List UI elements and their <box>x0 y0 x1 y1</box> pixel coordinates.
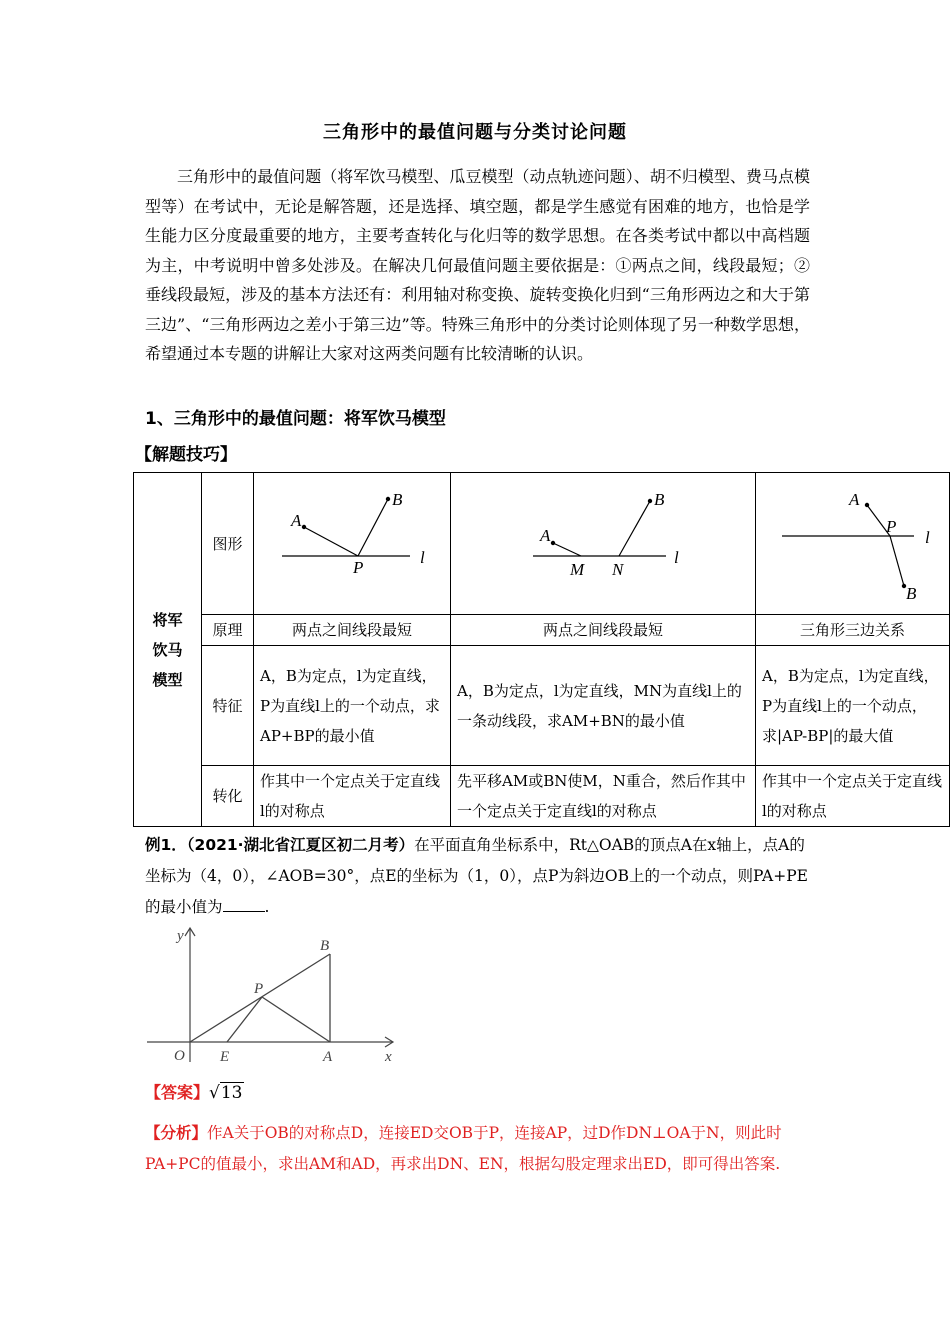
section-heading: 1、三角形中的最值问题：将军饮马模型 <box>145 409 446 429</box>
label-p: P <box>886 517 897 536</box>
label-o: O <box>174 1048 185 1064</box>
label-l: l <box>925 528 930 547</box>
answer-line <box>145 1080 244 1103</box>
point-a <box>302 525 306 529</box>
example-text: 在平面直角坐标系中，Rt△OAB的顶点A在x轴上，点A的坐标为（4，0），∠AOB=30°，点E的坐标为（1，0），点P为斜边OB上的一个动点，则PA+PE的最小值为 <box>145 836 808 916</box>
principle-cell: 两点之间线段最短 <box>451 615 756 646</box>
label-l: l <box>674 548 679 567</box>
point-a <box>865 503 869 507</box>
figure-2-diagram <box>457 473 762 614</box>
model-table <box>133 472 950 827</box>
answer-blank <box>223 897 265 912</box>
label-a: A <box>323 1049 333 1065</box>
segment-pb <box>890 536 904 586</box>
label-b: B <box>654 490 665 509</box>
answer-label: 【答案】 <box>145 1083 210 1102</box>
transform-cell: 作其中一个定点关于定直线l的对称点 <box>756 766 950 827</box>
label-a: A <box>849 490 860 509</box>
label-b: B <box>392 490 403 509</box>
row-label-transform: 转化 <box>202 766 254 827</box>
principle-cell: 三角形三边关系 <box>756 615 950 646</box>
analysis-paragraph <box>145 1118 810 1180</box>
figure-2-cell <box>451 473 756 615</box>
feature-cell: A，B为定点，l为定直线，P为直线l上的一个动点，求AP+BP的最小值 <box>254 646 451 766</box>
segment-ep <box>227 997 262 1042</box>
feature-cell: A，B为定点，l为定直线，MN为直线l上的一条动线段，求AM+BN的最小值 <box>451 646 756 766</box>
answer-value: √13 <box>209 1083 243 1103</box>
row-label-figure: 图形 <box>202 473 254 615</box>
figure-1-cell <box>254 473 451 615</box>
figure-1-diagram <box>260 473 457 614</box>
answer-radicand: 13 <box>220 1083 243 1103</box>
point-b <box>386 497 390 501</box>
label-m: M <box>570 560 585 579</box>
analysis-text: 作A关于OB的对称点D，连接ED交OB于P，连接AP，过D作DN⊥OA于N，则此时PA+PC的值最小，求出AM和AD，再求出DN、EN，根据勾股定理求出ED，即可得出答案. <box>145 1124 782 1173</box>
label-p: P <box>254 981 264 997</box>
label-x: x <box>385 1049 392 1065</box>
transform-cell: 作其中一个定点关于定直线l的对称点 <box>254 766 451 827</box>
label-l: l <box>420 548 425 567</box>
model-label: 将军饮马模型 <box>152 610 183 689</box>
tips-heading: 【解题技巧】 <box>135 445 237 465</box>
label-n: N <box>612 560 624 579</box>
principle-cell: 两点之间线段最短 <box>254 615 451 646</box>
example-end: . <box>264 898 270 916</box>
figure-3-diagram <box>762 473 950 614</box>
label-e: E <box>220 1049 230 1065</box>
label-y: y <box>177 928 184 944</box>
figure-3-cell <box>756 473 950 615</box>
segment-pa <box>262 997 330 1042</box>
intro-paragraph: 三角形中的最值问题（将军饮马模型、瓜豆模型（动点轨迹问题）、胡不归模型、费马点模型等）在考试中，无论是解答题，还是选择、填空题，都是学生感觉有困难的地方，也恰是学生能力区分度最重要的地方，主要考查转化与化归等的数学思想。在各类考试中都以中高档题为主，中考说明中曾多处涉及。在解决几何最值问题主要依据是：①两点之间，线段最短；②垂线段最短，涉及的基本方法还有：利用轴对称变换、旋转变换化归到“三角形两边之和大于第三边”、“三角形两边之差小于第三边”等。特殊三角形中的分类讨论则体现了另一种数学思想，希望通过本专题的讲解让大家对这两类问题有比较清晰的认识。 <box>145 167 810 363</box>
label-a: A <box>291 511 302 530</box>
segment-am <box>553 543 581 556</box>
example-1 <box>145 830 810 923</box>
point-a <box>551 541 555 545</box>
row-label-feature: 特征 <box>202 646 254 766</box>
point-b <box>648 499 652 503</box>
transform-cell: 先平移AM或BN使M，N重合，然后作其中一个定点关于定直线l的对称点 <box>451 766 756 827</box>
label-a: A <box>540 526 551 545</box>
coordinate-graph <box>145 918 405 1068</box>
page-title: 三角形中的最值问题与分类讨论问题 <box>323 122 627 143</box>
example-label: 例1．（2021·湖北省江夏区初二月考） <box>145 836 415 854</box>
label-p: P <box>353 558 364 577</box>
feature-cell: A，B为定点，l为定直线，P为直线l上的一个动点，求|AP-BP|的最大值 <box>756 646 950 766</box>
analysis-label: 【分析】 <box>145 1124 208 1142</box>
segment-bn <box>619 501 650 556</box>
segment-bp <box>358 499 388 556</box>
label-b: B <box>906 584 917 603</box>
segment-ap <box>304 527 358 556</box>
label-b: B <box>320 938 330 954</box>
row-label-principle: 原理 <box>202 615 254 646</box>
model-label-cell <box>134 473 202 827</box>
